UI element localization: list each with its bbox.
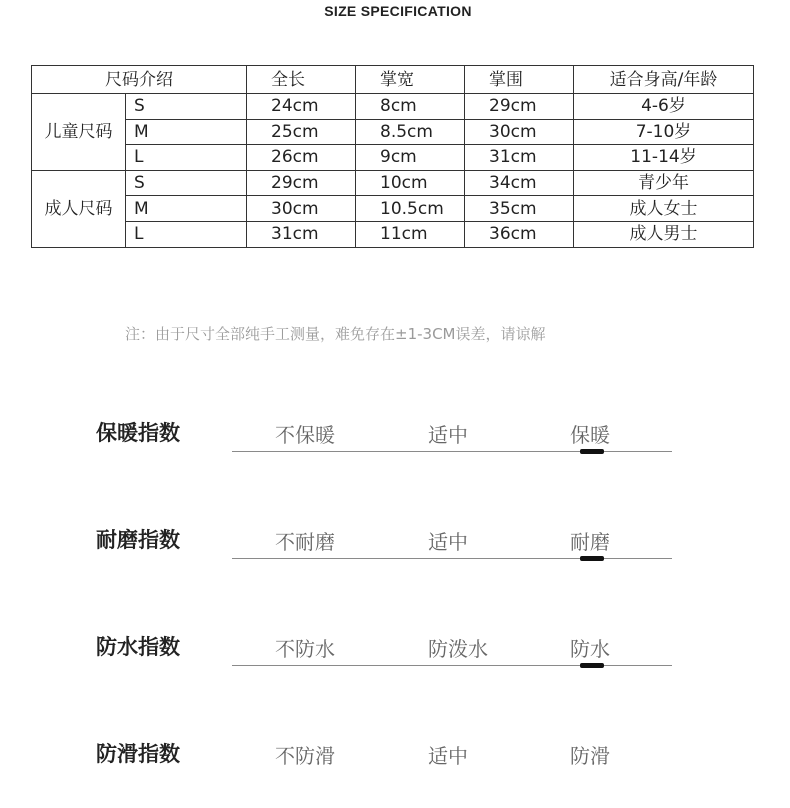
table-row — [32, 94, 754, 120]
circumference-cell: 35cm — [465, 196, 574, 222]
size-cell: S — [126, 94, 247, 120]
index-option-mid: 适中 — [428, 744, 468, 768]
index-row-waterproof — [0, 631, 790, 701]
size-cell: M — [126, 196, 247, 222]
table-header-row — [32, 66, 754, 94]
width-cell: 11cm — [356, 221, 465, 247]
size-cell: L — [126, 221, 247, 247]
header-fit-height-age: 适合身高/年龄 — [574, 66, 754, 94]
page-title: SIZE SPECIFICATION — [324, 3, 472, 19]
width-cell: 9cm — [356, 145, 465, 171]
header-palm-circumference: 掌围 — [465, 66, 574, 94]
size-cell: M — [126, 119, 247, 145]
length-cell: 24cm — [247, 94, 356, 120]
index-name: 防水指数 — [96, 635, 180, 659]
circumference-cell: 36cm — [465, 221, 574, 247]
index-name: 防滑指数 — [96, 742, 180, 766]
index-option-low: 不防水 — [275, 637, 335, 661]
index-name: 保暖指数 — [96, 421, 180, 445]
fit-cell: 青少年 — [574, 170, 754, 196]
size-cell: L — [126, 145, 247, 171]
length-cell: 31cm — [247, 221, 356, 247]
index-name: 耐磨指数 — [96, 528, 180, 552]
index-option-mid: 适中 — [428, 423, 468, 447]
index-level-marker — [580, 663, 604, 668]
table-row — [32, 170, 754, 196]
index-option-mid: 防泼水 — [428, 637, 488, 661]
header-size-intro: 尺码介绍 — [32, 66, 247, 94]
index-option-low: 不防滑 — [275, 744, 335, 768]
index-row-warmth — [0, 417, 790, 487]
index-option-low: 不耐磨 — [275, 530, 335, 554]
width-cell: 10.5cm — [356, 196, 465, 222]
index-level-marker — [580, 556, 604, 561]
fit-cell: 4-6岁 — [574, 94, 754, 120]
fit-cell: 成人女士 — [574, 196, 754, 222]
measurement-note: 注：由于尺寸全部纯手工测量，难免存在±1-3CM误差，请谅解 — [125, 325, 546, 343]
header-palm-width: 掌宽 — [356, 66, 465, 94]
circumference-cell: 29cm — [465, 94, 574, 120]
table-row — [32, 221, 754, 247]
length-cell: 26cm — [247, 145, 356, 171]
category-kids: 儿童尺码 — [32, 94, 126, 171]
circumference-cell: 34cm — [465, 170, 574, 196]
index-option-high: 防滑 — [570, 744, 610, 768]
index-row-antislip — [0, 738, 790, 808]
category-adult: 成人尺码 — [32, 170, 126, 247]
size-cell: S — [126, 170, 247, 196]
table-row — [32, 196, 754, 222]
index-row-durability — [0, 524, 790, 594]
length-cell: 30cm — [247, 196, 356, 222]
index-scale-line — [232, 665, 672, 666]
width-cell: 8cm — [356, 94, 465, 120]
table-row — [32, 119, 754, 145]
table-row — [32, 145, 754, 171]
index-level-marker — [580, 449, 604, 454]
index-scale-line — [232, 558, 672, 559]
size-specification-table — [31, 65, 754, 248]
fit-cell: 11-14岁 — [574, 145, 754, 171]
circumference-cell: 30cm — [465, 119, 574, 145]
length-cell: 29cm — [247, 170, 356, 196]
length-cell: 25cm — [247, 119, 356, 145]
index-option-mid: 适中 — [428, 530, 468, 554]
width-cell: 10cm — [356, 170, 465, 196]
index-option-high: 保暖 — [570, 423, 610, 447]
fit-cell: 7-10岁 — [574, 119, 754, 145]
index-scale-line — [232, 451, 672, 452]
width-cell: 8.5cm — [356, 119, 465, 145]
index-option-high: 防水 — [570, 637, 610, 661]
header-full-length: 全长 — [247, 66, 356, 94]
index-option-low: 不保暖 — [275, 423, 335, 447]
circumference-cell: 31cm — [465, 145, 574, 171]
fit-cell: 成人男士 — [574, 221, 754, 247]
index-option-high: 耐磨 — [570, 530, 610, 554]
